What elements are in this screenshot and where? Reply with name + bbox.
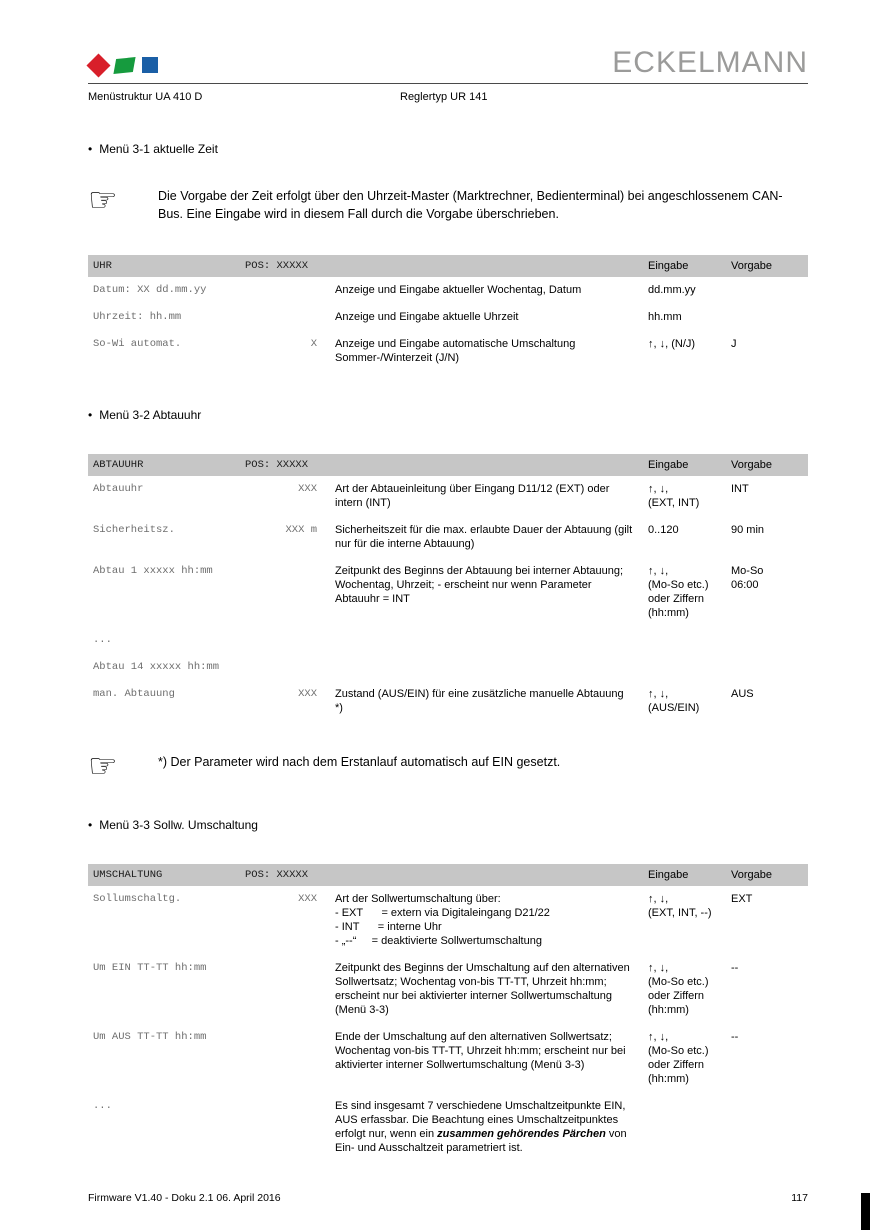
vorgabe-cell: INT (731, 483, 749, 495)
table-row (88, 517, 808, 558)
description-cell: Anzeige und Eingabe automatische Umschaltung Sommer-/Winterzeit (J/N) (335, 338, 576, 364)
firmware-version-label: Firmware V1.40 - Doku 2.1 06. April 2016 (88, 1192, 281, 1204)
vorgabe-cell (731, 277, 808, 290)
param-value-cell (245, 654, 335, 667)
param-name-cell: Datum: XX dd.mm.yy (93, 284, 207, 296)
page-footer (88, 1192, 808, 1204)
menu-heading (88, 142, 808, 156)
column-header-vorgabe: Vorgabe (731, 459, 772, 471)
parameter-table (88, 255, 808, 372)
description-cell: Anzeige und Eingabe aktueller Wochentag, Datum (335, 284, 582, 296)
logo-square-blue-icon (142, 57, 158, 73)
eingabe-cell (648, 627, 731, 640)
table-row (88, 681, 808, 722)
vorgabe-cell: EXT (731, 893, 753, 905)
table-header-spacer (335, 255, 648, 265)
description-cell: Anzeige und Eingabe aktuelle Uhrzeit (335, 311, 519, 323)
parameter-table (88, 454, 808, 722)
controller-type-label: Reglertyp UR 141 (400, 91, 488, 103)
note-text: Die Vorgabe der Zeit erfolgt über den Uhrzeit-Master (Marktrechner, Bedienterminal) bei angeschlossenem CAN-Bus. Eine Eingabe wird in diesem Fall durch die Vorgabe überschrieben. (158, 189, 783, 221)
menu-heading (88, 818, 808, 832)
table-pos-label: POS: XXXXX (245, 260, 309, 272)
description-cell (335, 627, 648, 640)
table-header-row (88, 255, 808, 277)
table-title: UMSCHALTUNG (93, 869, 163, 881)
table-row (88, 886, 808, 955)
page-number: 117 (791, 1192, 808, 1204)
vorgabe-cell: -- (731, 1031, 739, 1043)
param-value-cell: XXX (298, 688, 317, 700)
document-subheader (88, 91, 808, 106)
param-name-cell: ... (93, 634, 112, 646)
vorgabe-cell: AUS (731, 688, 754, 700)
eingabe-cell: ↑, ↓, (EXT, INT, --) (648, 893, 712, 919)
column-header-eingabe: Eingabe (648, 459, 689, 471)
print-edge-marker (861, 1193, 870, 1230)
eckelmann-logo (88, 52, 158, 78)
param-name-cell: Abtau 14 xxxxx hh:mm (93, 661, 220, 673)
eingabe-cell: ↑, ↓, (Mo-So etc.) oder Ziffern (hh:mm) (648, 1031, 709, 1085)
table-row (88, 955, 808, 1024)
param-value-cell: XXX m (285, 524, 317, 536)
table-row (88, 558, 808, 627)
table-header-spacer (335, 864, 648, 874)
logo-parallelogram-green-icon (113, 57, 135, 74)
param-name-cell: Um EIN TT-TT hh:mm (93, 962, 207, 974)
bullet-icon: • (88, 818, 93, 832)
parameter-table (88, 864, 808, 1162)
table-pos-label: POS: XXXXX (245, 459, 309, 471)
table-header-row (88, 864, 808, 886)
eingabe-cell: dd.mm.yy (648, 284, 696, 296)
eingabe-cell: ↑, ↓, (Mo-So etc.) oder Ziffern (hh:mm) (648, 962, 709, 1016)
vorgabe-cell: Mo-So 06:00 (731, 565, 764, 591)
bullet-icon: • (88, 142, 93, 156)
description-cell: Art der Sollwertumschaltung über: - EXT = extern via Digitaleingang D21/22 - INT = interne Uhr - „--“ = deaktivierte Sollwertumschaltung (335, 893, 550, 947)
param-value-cell (245, 955, 335, 968)
column-header-vorgabe: Vorgabe (731, 260, 772, 272)
eingabe-cell: ↑, ↓, (EXT, INT) (648, 483, 700, 509)
param-name-cell: ... (93, 1100, 112, 1112)
eingabe-cell: ↑, ↓, (N/J) (648, 338, 696, 350)
description-cell (335, 654, 648, 667)
pointing-hand-icon: ☞ (88, 180, 118, 219)
vorgabe-cell (731, 627, 808, 640)
vorgabe-cell: J (731, 338, 737, 350)
content (88, 142, 808, 1162)
vorgabe-cell (731, 654, 808, 667)
param-name-cell: So-Wi automat. (93, 338, 182, 350)
param-name-cell: Sollumschaltg. (93, 893, 182, 905)
table-title: ABTAUUHR (93, 459, 144, 471)
description-cell: Zeitpunkt des Beginns der Abtauung bei interner Abtauung; Wochentag, Uhrzeit; - erscheint nur wenn Parameter Abtauuhr = INT (335, 565, 624, 605)
param-value-cell (245, 627, 335, 640)
menu-heading-label: Menü 3-3 Sollw. Umschaltung (99, 818, 258, 832)
description-cell: Zustand (AUS/EIN) für eine zusätzliche manuelle Abtauung *) (335, 688, 624, 714)
param-value-cell: X (310, 338, 317, 350)
description-cell: Zeitpunkt des Beginns der Umschaltung auf den alternativen Sollwertsatz; Wochentag von-bis TT-TT, Uhrzeit hh:mm; erscheint nur bei aktivierter interner Sollwertumschaltung (Menü 3-3) (335, 962, 630, 1016)
note-text: *) Der Parameter wird nach dem Erstanlauf automatisch auf EIN gesetzt. (158, 755, 561, 769)
pointing-hand-icon: ☞ (88, 746, 118, 785)
param-name-cell: Abtauuhr (93, 483, 144, 495)
param-name-cell: Sicherheitsz. (93, 524, 175, 536)
page-header (88, 0, 808, 78)
eingabe-cell: ↑, ↓, (AUS/EIN) (648, 688, 700, 714)
table-row (88, 304, 808, 331)
description-cell: Sicherheitszeit für die max. erlaubte Dauer der Abtauung (gilt nur für die interne Abtauung) (335, 524, 633, 550)
menu-heading-label: Menü 3-1 aktuelle Zeit (99, 142, 218, 156)
param-name-cell: Uhrzeit: hh.mm (93, 311, 182, 323)
column-header-vorgabe: Vorgabe (731, 869, 772, 881)
table-title: UHR (93, 260, 112, 272)
menu-heading (88, 408, 808, 422)
column-header-eingabe: Eingabe (648, 260, 689, 272)
vorgabe-cell (731, 1093, 808, 1106)
table-pos-label: POS: XXXXX (245, 869, 309, 881)
vorgabe-cell (731, 304, 808, 317)
table-row (88, 654, 808, 681)
eingabe-cell (648, 1093, 731, 1106)
param-value-cell (245, 1093, 335, 1106)
table-row (88, 1093, 808, 1162)
param-name-cell: man. Abtauung (93, 688, 175, 700)
note (88, 180, 808, 223)
param-value-cell (245, 304, 335, 317)
param-value-cell: XXX (298, 483, 317, 495)
table-row (88, 331, 808, 372)
description-cell: Ende der Umschaltung auf den alternativen Sollwertsatz; Wochentag von-bis TT-TT, Uhrzeit hh:mm; erscheint nur bei aktivierter interner Sollwertumschaltung (Menü 3-3) (335, 1031, 626, 1071)
table-row (88, 1024, 808, 1093)
param-name-cell: Um AUS TT-TT hh:mm (93, 1031, 207, 1043)
vorgabe-cell: 90 min (731, 524, 765, 536)
table-header-spacer (335, 454, 648, 464)
vorgabe-cell: -- (731, 962, 739, 974)
table-row (88, 277, 808, 304)
column-header-eingabe: Eingabe (648, 869, 689, 881)
param-value-cell (245, 1024, 335, 1037)
param-value-cell (245, 558, 335, 571)
description-cell: Es sind insgesamt 7 verschiedene Umschaltzeitpunkte EIN, AUS erfassbar. Die Beachtung eines Umschaltzeitpunktes erfolgt nur, wenn ein zusammen gehörendes Pärchen von Ein- und Ausschaltzeit parametriert ist. (335, 1100, 627, 1154)
description-cell: Art der Abtaueinleitung über Eingang D11/12 (EXT) oder intern (INT) (335, 483, 610, 509)
eingabe-cell: ↑, ↓, (Mo-So etc.) oder Ziffern (hh:mm) (648, 565, 709, 619)
param-value-cell (245, 277, 335, 290)
bullet-icon: • (88, 408, 93, 422)
header-rule (88, 83, 808, 84)
param-value-cell: XXX (298, 893, 317, 905)
brand-wordmark: ECKELMANN (612, 46, 808, 79)
eingabe-cell: 0..120 (648, 524, 679, 536)
table-header-row (88, 454, 808, 476)
table-row (88, 476, 808, 517)
eingabe-cell: hh.mm (648, 311, 682, 323)
logo-diamond-red-icon (86, 53, 110, 77)
note (88, 746, 808, 785)
menu-heading-label: Menü 3-2 Abtauuhr (99, 408, 202, 422)
param-name-cell: Abtau 1 xxxxx hh:mm (93, 565, 213, 577)
menu-structure-label: Menüstruktur UA 410 D (88, 91, 203, 103)
eingabe-cell (648, 654, 731, 667)
table-row (88, 627, 808, 654)
